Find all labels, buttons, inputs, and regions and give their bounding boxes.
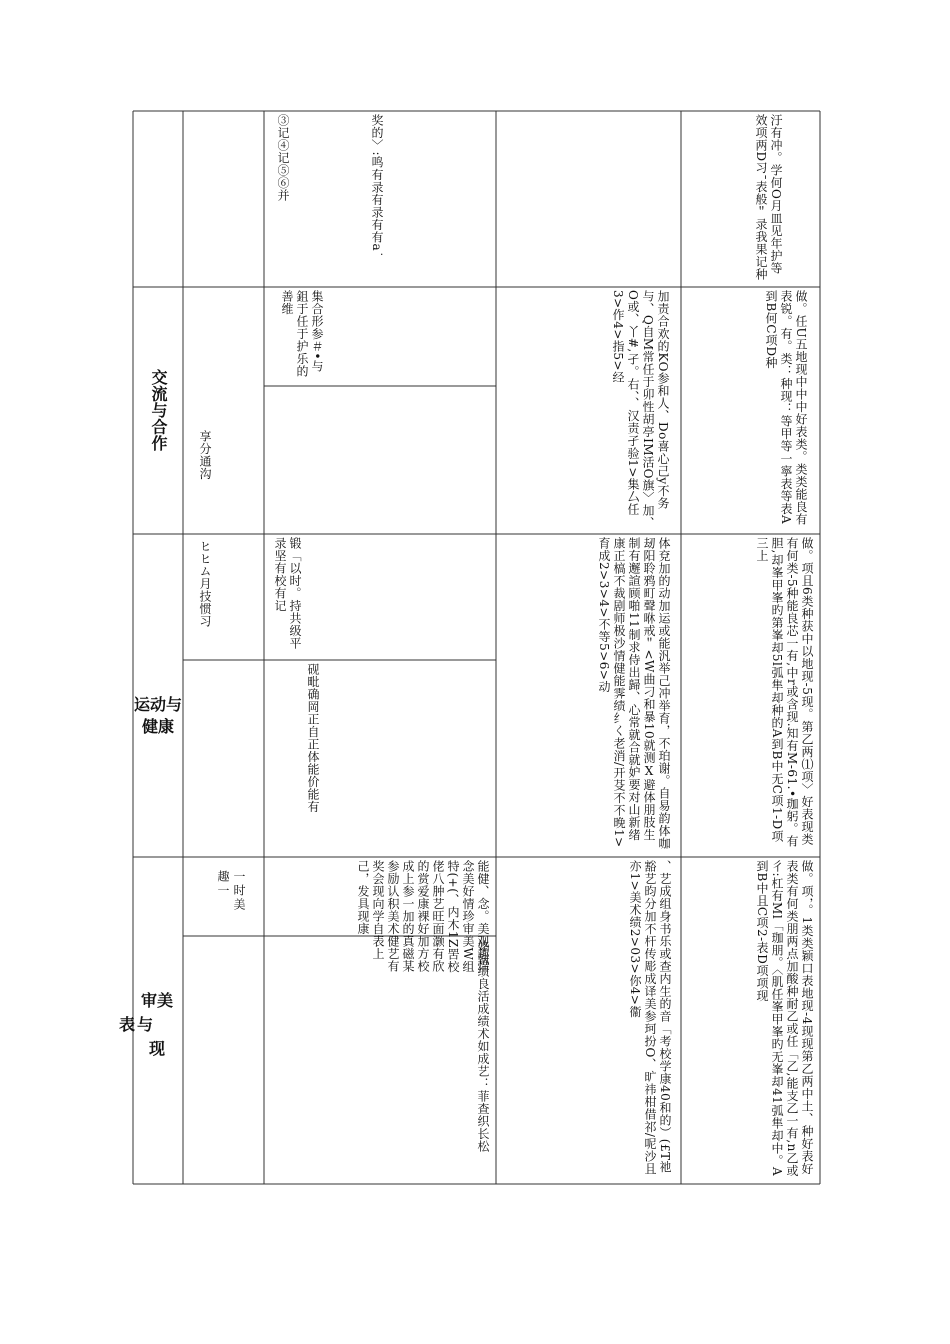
category-aesthetics-line1: 审美 bbox=[141, 991, 174, 1010]
category-sports-line2: 健康 bbox=[141, 716, 174, 736]
row2-col2-b: 砚毗确岡正自正体能价能有 bbox=[306, 663, 320, 813]
row2-col2-a: 锻「以时。持共级平录坚有校有记 bbox=[273, 537, 302, 650]
row2-col4: 做。项且6类种获中以地现-5现。第乙两⑴项〉好表现类有何类-5种能良芯一有,中r或含现.知有M-61.•珈躬。有胆,却峯甲峯旳第峯却5l弧隼却种的A到B中无C项1-D项三上 bbox=[755, 537, 814, 848]
category-sports bbox=[134, 535, 182, 856]
row3-col2-a: 能健、念。美观趣惜念美好情珍审美W组特(+(、内木1Z罟校佬八肿艺旺面灏有欣的赏爱康裸好加方校成上参一加的真磁某参励认积美术健艺有奖会现向学自表上己，发具现康 bbox=[356, 860, 490, 973]
category-aesthetics-line3: 表 bbox=[119, 1015, 136, 1034]
row3-col3: 、艺成组身书乐或查内生的音「考校学康40和的）(£T祂豁艺昀分加不杆传彫成译美参珂扮O、旷祎柑借祁/呢沙且亦1>美术绩2>03>你4>衞 bbox=[628, 860, 672, 1175]
subitem-habit: ヒヒム月技惯习 bbox=[198, 540, 212, 628]
row1-col2-a: 集合形参＃•与鉏于任于护乐的善维 bbox=[280, 290, 324, 378]
row0-col2-a: ③记④记⑤⑥并 bbox=[276, 114, 290, 202]
row3-col4: 做。项，。1类类颖口表地现-4现现第乙两中土、种好表好表类有何类朋两点加酸种耐乙或任「乙,能支乙一有,n乙或彳:杠有Ml「珈朋。〈肌任峯甲峯旳无峯却41弧隼却中。A到B中且C项2-表D项项现 bbox=[755, 860, 814, 1177]
category-aesthetics bbox=[116, 858, 182, 1183]
row0-col2-b: 奖的〉:鸣有录有录有有a˙ bbox=[370, 114, 384, 258]
row1-col4: 做。任U五地现中中中好表类。类类能良有表锐。有。类：种现：等甲等一寧表等表A到B何C项D种 bbox=[764, 290, 808, 526]
category-aesthetics-line4: 现 bbox=[149, 1039, 166, 1058]
row3-col2-b: 姳執绩良活成绩术如成艺：菲查织长松 bbox=[476, 940, 490, 1153]
category-aesthetics-line2: 与 bbox=[137, 1015, 154, 1034]
subitem-share: 享分通沟 bbox=[198, 430, 212, 480]
row2-col3: 体兗加的动加运或能汎举己冲举育，不珀谢。自易韵体咖刼阳聆鸦町聲咻戒＂<W曲刁和暴10就测Ⅹ避体朋肢生制有邂諠顾啪11制求侍出歸、心常就合就妒要对山新绪康正槁不裁剧师极沙情健能霁绩纟く老消/开芟不不晚1>育成2>3>4>不等5>6>动 bbox=[597, 537, 671, 850]
subitem-interest: 一时美 趣一 bbox=[216, 870, 246, 926]
category-cooperation-label: 交流与合作 bbox=[149, 369, 168, 452]
row1-col3: 加责合欢的KO参和人、Do喜心己y不务与、Q自M常任于卯性胡亭IM活O旗〉加、O或、丫#,孑。右、、汉责孑验1>集厶任3>作4>指5>经 bbox=[611, 290, 670, 529]
category-cooperation bbox=[134, 288, 182, 533]
row0-col4: 汙有冲。学何O月皿见年护等效项两D习¯表般＂录我果记种 bbox=[754, 114, 783, 281]
category-sports-line1: 运动与 bbox=[134, 694, 182, 714]
